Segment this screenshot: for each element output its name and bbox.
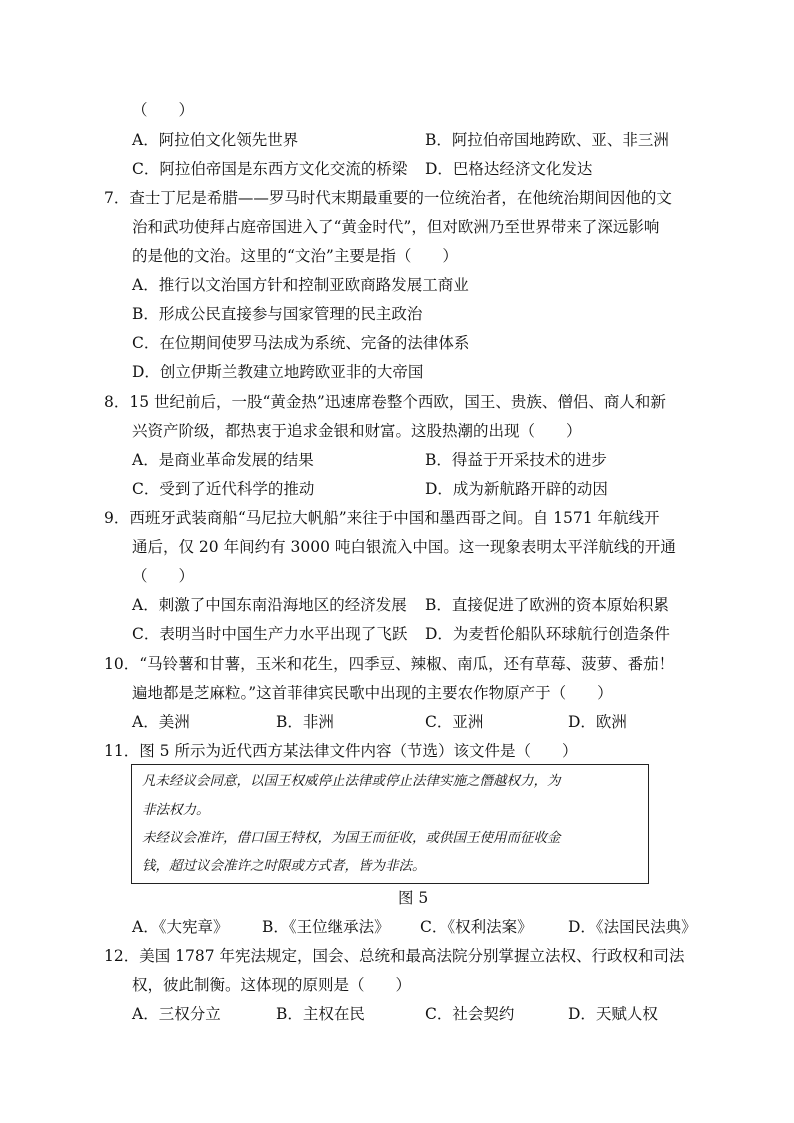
q7-option-c: C．在位期间使罗马法成为系统、完备的法律体系 — [132, 334, 470, 352]
q9-option-b: B．直接促进了欧洲的资本原始积累 — [425, 596, 669, 614]
q8-option-d: D．成为新航路开辟的动因 — [425, 480, 608, 498]
q11-option-d: D．《法国民法典》 — [568, 918, 697, 936]
q9-option-d: D．为麦哲伦船队环球航行创造条件 — [425, 625, 670, 643]
q9-stem-line3: （ ） — [132, 567, 195, 585]
q7-stem-line2: 治和武功使拜占庭帝国进入了“黄金时代”，但对欧洲乃至世界带来了深远影响 — [132, 218, 660, 236]
figure-5-excerpt-box — [131, 764, 649, 884]
q11-stem: 11．图 5 所示为近代西方某法律文件内容（节选）该文件是（ ） — [104, 742, 578, 760]
q6-option-d: D．巴格达经济文化发达 — [425, 160, 593, 178]
q9-stem-line2: 通后，仅 20 年间约有 3000 吨白银流入中国。这一现象表明太平洋航线的开通 — [132, 538, 676, 556]
q7-option-b: B．形成公民直接参与国家管理的民主政治 — [132, 305, 423, 323]
q12-option-c: C．社会契约 — [425, 1005, 515, 1023]
q7-option-d: D．创立伊斯兰教建立地跨欧亚非的大帝国 — [132, 363, 424, 381]
q12-stem-line2: 权，彼此制衡。这体现的原则是（ ） — [132, 976, 412, 994]
q9-option-a: A．刺激了中国东南沿海地区的经济发展 — [132, 596, 407, 614]
figure-caption: 图 5 — [398, 889, 429, 907]
q8-option-b: B．得益于开采技术的进步 — [425, 451, 607, 469]
q8-stem-line2: 兴资产阶级，都热衷于追求金银和财富。这股热潮的出现（ ） — [132, 422, 582, 440]
q12-option-d: D．天赋人权 — [568, 1005, 658, 1023]
q10-option-a: A．美洲 — [132, 713, 190, 731]
q9-stem-line1: 9．西班牙武装商船“马尼拉大帆船”来往于中国和墨西哥之间。自 1571 年航线开 — [104, 509, 660, 527]
q9-option-c: C．表明当时中国生产力水平出现了飞跃 — [132, 625, 408, 643]
q8-option-a: A．是商业革命发展的结果 — [132, 451, 314, 469]
q7-option-a: A．推行以文治国方针和控制亚欧商路发展工商业 — [132, 276, 469, 294]
q10-option-c: C．亚洲 — [425, 713, 484, 731]
excerpt-line-1: 凡未经议会同意，以国王权威停止法律或停止法律实施之僭越权力，为 — [142, 773, 561, 789]
q10-option-d: D．欧洲 — [568, 713, 627, 731]
q12-option-b: B．主权在民 — [276, 1005, 365, 1023]
q10-option-b: B．非洲 — [276, 713, 334, 731]
q6-option-b: B．阿拉伯帝国地跨欧、亚、非三洲 — [425, 131, 669, 149]
q8-option-c: C．受到了近代科学的推动 — [132, 480, 315, 498]
q12-stem-line1: 12．美国 1787 年宪法规定，国会、总统和最高法院分别掌握立法权、行政权和司法 — [104, 947, 685, 965]
excerpt-line-2: 非法权力。 — [142, 802, 210, 818]
q10-stem-line1: 10．“马铃薯和甘薯，玉米和花生，四季豆、辣椒、南瓜，还有草莓、菠萝、番茄！ — [104, 655, 675, 673]
q11-option-c: C．《权利法案》 — [420, 918, 533, 936]
q11-option-b: B．《王位继承法》 — [262, 918, 390, 936]
q7-stem-line3: 的是他的文治。这里的“文治”主要是指（ ） — [132, 247, 458, 265]
excerpt-line-3: 未经议会准许，借口国王特权，为国王而征收，或供国王使用而征收金 — [142, 830, 561, 846]
q12-option-a: A．三权分立 — [132, 1005, 221, 1023]
q6-option-c: C．阿拉伯帝国是东西方文化交流的桥梁 — [132, 160, 408, 178]
q11-option-a: A．《大宪章》 — [132, 918, 229, 936]
q8-stem-line1: 8．15 世纪前后，一股“黄金热”迅速席卷整个西欧，国王、贵族、僧侣、商人和新 — [104, 393, 666, 411]
q6-stem-tail: （ ） — [132, 101, 195, 119]
q6-option-a: A．阿拉伯文化领先世界 — [132, 131, 299, 149]
q10-stem-line2: 遍地都是芝麻粒。”这首菲律宾民歌中出现的主要农作物原产于（ ） — [132, 684, 613, 702]
q7-stem-line1: 7．查士丁尼是希腊——罗马时代末期最重要的一位统治者，在他统治期间因他的文 — [104, 189, 672, 207]
excerpt-line-4: 钱，超过议会准许之时限或方式者，皆为非法。 — [142, 858, 426, 874]
